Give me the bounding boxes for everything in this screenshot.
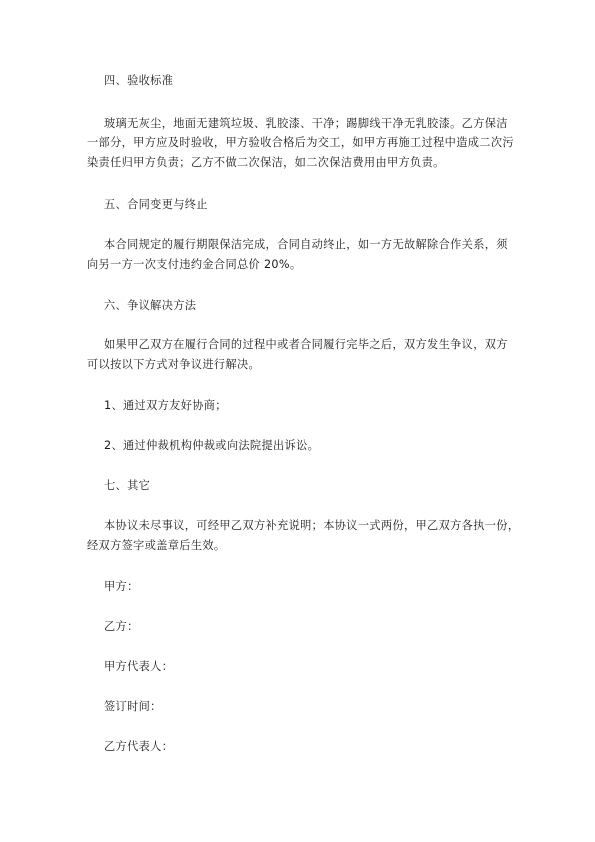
section-7-line-1: 本协议未尽事议，可经甲乙双方补充说明；本协议一式两份，甲乙双方各执一份， — [104, 519, 520, 532]
signature-party-a-representative: 甲方代表人： — [104, 660, 174, 673]
section-6-item-2: 2、通过仲裁机构仲裁或向法院提出诉讼。 — [104, 439, 320, 452]
signature-party-b-representative: 乙方代表人： — [104, 740, 174, 753]
section-4-line-2: 一部分，甲方应及时验收，甲方验收合格后为交工，如甲方再施工过程中造成二次污 — [87, 136, 514, 149]
section-6-line-2: 可以按以下方式对争议进行解决。 — [87, 358, 261, 371]
section-5-line-2: 向另一方一次支付违约金合同总价 20%。 — [87, 258, 302, 271]
signature-signing-date: 签订时间： — [104, 700, 162, 713]
section-7-heading: 七、其它 — [104, 479, 151, 492]
section-7-line-2: 经双方签字或盖章后生效。 — [87, 539, 226, 552]
signature-party-a: 甲方： — [104, 580, 139, 593]
section-4-line-1: 玻璃无灰尘，地面无建筑垃圾、乳胶漆、干净；踢脚线干净无乳胶漆。乙方保洁 — [104, 117, 508, 130]
section-6-line-1: 如果甲乙双方在履行合同的过程中或者合同履行完毕之后，双方发生争议，双方 — [104, 338, 508, 351]
section-4-heading: 四、验收标准 — [104, 74, 174, 87]
signature-party-b: 乙方： — [104, 620, 139, 633]
section-5-line-1: 本合同规定的履行期限保洁完成，合同自动终止，如一方无故解除合作关系，须 — [104, 238, 508, 251]
section-6-item-1: 1、通过双方友好协商； — [104, 399, 227, 412]
section-4-line-3: 染责任归甲方负责；乙方不做二次保洁，如二次保洁费用由甲方负责。 — [87, 156, 445, 169]
section-5-heading: 五、合同变更与终止 — [104, 198, 208, 211]
section-6-heading: 六、争议解决方法 — [104, 299, 197, 312]
